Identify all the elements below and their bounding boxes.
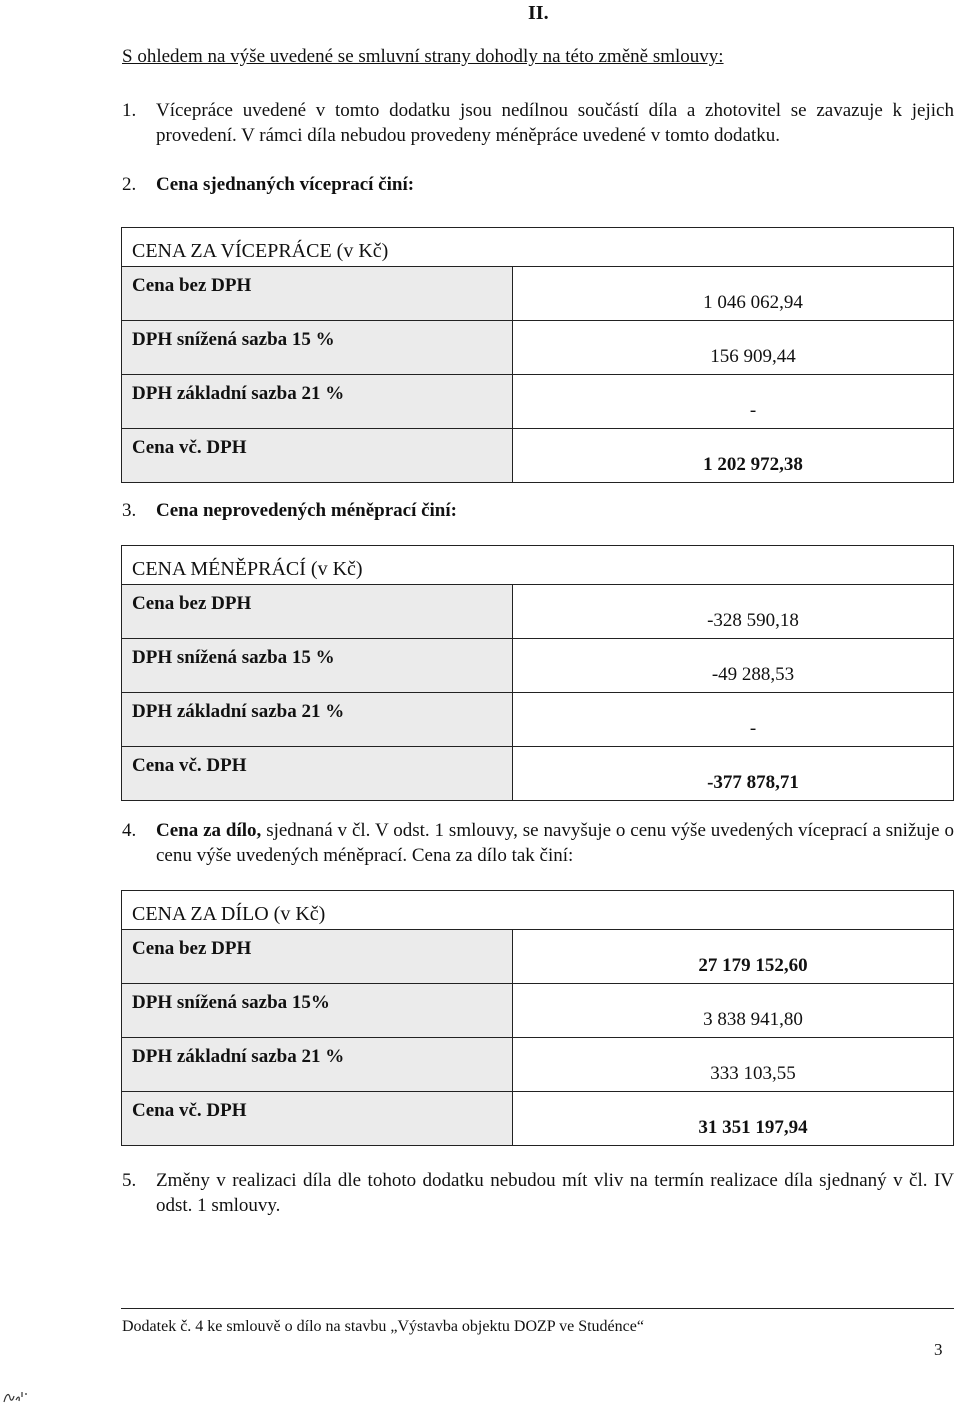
row-label: Cena vč. DPH: [122, 747, 513, 801]
table-vicprace: [121, 227, 954, 483]
list-item-text: Změny v realizaci díla dle tohoto dodatku nebudou mít vliv na termín realizace díla sjednaný v čl. IV odst. 1 smlouvy.: [156, 1170, 954, 1216]
row-value: -377 878,71: [513, 747, 954, 801]
list-item-number: 2.: [122, 174, 137, 195]
row-value: 31 351 197,94: [513, 1092, 954, 1146]
row-value: 156 909,44: [513, 321, 954, 375]
list-item-number: 3.: [122, 500, 137, 521]
row-value: 1 046 062,94: [513, 267, 954, 321]
list-item-number: 5.: [122, 1170, 137, 1191]
list-item-2: [122, 172, 954, 197]
footer-divider: [121, 1308, 954, 1309]
table-title: CENA ZA VÍCEPRÁCE (v Kč): [122, 228, 954, 267]
list-item-number: 1.: [122, 100, 137, 121]
list-item-1: [122, 98, 954, 148]
row-label: Cena bez DPH: [122, 930, 513, 984]
list-item-text: Cena sjednaných víceprací činí:: [156, 174, 415, 195]
row-label: Cena vč. DPH: [122, 1092, 513, 1146]
row-label: Cena bez DPH: [122, 585, 513, 639]
row-value: 1 202 972,38: [513, 429, 954, 483]
list-item-text: sjednaná v čl. V odst. 1 smlouvy, se navyšuje o cenu výše uvedených víceprací a snižuje o cenu výše uvedených méněprací. Cena za dílo tak činí:: [156, 820, 954, 866]
row-label: DPH základní sazba 21 %: [122, 1038, 513, 1092]
row-label: DPH základní sazba 21 %: [122, 375, 513, 429]
row-value: 27 179 152,60: [513, 930, 954, 984]
row-value: -: [513, 375, 954, 429]
row-label: Cena bez DPH: [122, 267, 513, 321]
initials-mark: [2, 1388, 28, 1406]
row-value: -49 288,53: [513, 639, 954, 693]
handwritten-initials: [2, 1388, 28, 1411]
list-item-5: [122, 1168, 954, 1218]
intro-text: S ohledem na výše uvedené se smluvní strany dohodly na této změně smlouvy:: [122, 46, 724, 67]
row-value: -: [513, 693, 954, 747]
row-value: -328 590,18: [513, 585, 954, 639]
page-number: 3: [934, 1340, 943, 1359]
row-label: DPH snížená sazba 15%: [122, 984, 513, 1038]
table-meneprace: [121, 545, 954, 801]
row-label: DPH základní sazba 21 %: [122, 693, 513, 747]
list-item-bold-text: Cena za dílo,: [156, 820, 262, 841]
table-title: CENA ZA DÍLO (v Kč): [122, 891, 954, 930]
section-number: II.: [528, 2, 549, 24]
list-item-text: Vícepráce uvedené v tomto dodatku jsou nedílnou součástí díla a zhotovitel se zavazuje k jejich provedení. V rámci díla nebudou provedeny méněpráce uvedené v tomto dodatku.: [156, 100, 954, 146]
row-value: 3 838 941,80: [513, 984, 954, 1038]
table-title: CENA MÉNĚPRÁCÍ (v Kč): [122, 546, 954, 585]
list-item-number: 4.: [122, 820, 137, 841]
row-label: DPH snížená sazba 15 %: [122, 639, 513, 693]
list-item-text: Cena neprovedených méněprací činí:: [156, 500, 457, 521]
footer-text: Dodatek č. 4 ke smlouvě o dílo na stavbu „Výstavba objektu DOZP ve Studénce“: [122, 1318, 644, 1335]
row-label: Cena vč. DPH: [122, 429, 513, 483]
list-item-3: [122, 498, 954, 523]
list-item-4: [122, 818, 954, 868]
table-dilo: [121, 890, 954, 1146]
row-label: DPH snížená sazba 15 %: [122, 321, 513, 375]
row-value: 333 103,55: [513, 1038, 954, 1092]
